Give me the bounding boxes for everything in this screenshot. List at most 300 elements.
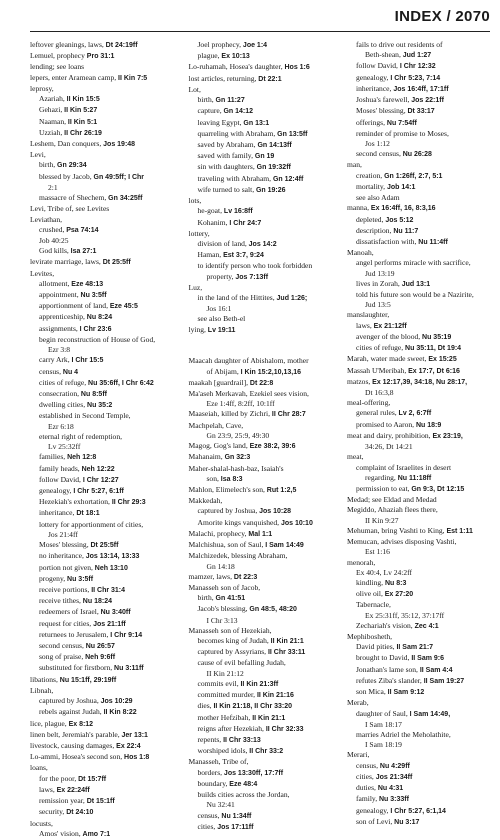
index-subentry — [30, 128, 178, 139]
entry-text: description, — [356, 225, 392, 235]
entry-text: redeemers of Israel, — [39, 607, 99, 617]
entry-text: promised to Aaron, — [356, 419, 415, 429]
entry-text: Moses' blessing, — [39, 540, 89, 550]
scripture-reference: Nu 1:34ff — [221, 812, 252, 820]
scripture-reference: Ex 17:7, Dt 6:16 — [408, 367, 460, 375]
scripture-reference: II Chr 31:4 — [91, 586, 126, 594]
scripture-reference: Dt 25:5ff — [102, 259, 131, 267]
entry-text: complaint of Israelites in desert — [356, 462, 452, 472]
entry-text: begin reconstruction of House of God, — [39, 334, 156, 344]
scripture-reference: Dt 33:17 — [407, 108, 435, 116]
index-entry — [189, 74, 337, 85]
entry-text: lottery, — [188, 228, 210, 238]
scripture-reference: II Chr 28:7 — [271, 411, 306, 419]
entry-text: permission to eat, — [356, 483, 410, 493]
index-entry — [347, 310, 495, 320]
index-entry — [189, 757, 337, 767]
index-subentry — [347, 665, 495, 676]
scripture-reference: Dt 18:1 — [76, 510, 100, 518]
entry-text: Malchishua, son of Saul, — [188, 540, 264, 550]
entry-text: sin with daughters, — [197, 162, 255, 172]
index-column-2 — [188, 40, 337, 831]
scripture-reference: Dt 24:19ff — [105, 42, 138, 49]
index-entry — [30, 204, 178, 214]
index-entry — [30, 257, 178, 268]
entry-text: birth, — [197, 593, 214, 603]
index-subentry — [189, 51, 337, 62]
index-subentry — [347, 484, 495, 495]
entry-text: leftover gleanings, laws, — [30, 40, 104, 49]
index-subentry — [347, 589, 495, 600]
index-subentry — [347, 290, 495, 300]
entry-text: brought to David, — [356, 653, 410, 663]
index-entry — [347, 431, 495, 442]
index-entry — [189, 485, 337, 496]
index-entry — [30, 269, 178, 279]
index-subentry — [347, 642, 495, 653]
index-column-3 — [347, 40, 495, 826]
entry-text: Marah, water made sweet, — [347, 354, 427, 364]
scripture-reference: Dt 22:3 — [233, 573, 258, 581]
entry-text: lice, plague, — [30, 718, 67, 728]
index-subentry — [347, 129, 495, 139]
entry-text: Jud 13:5 — [365, 300, 391, 310]
entry-text: rebels against Judah, — [39, 707, 102, 717]
index-subentry — [189, 506, 337, 517]
index-subentry — [347, 171, 495, 182]
scripture-reference: Nu 35:19 — [422, 333, 452, 341]
index-subentry — [189, 746, 337, 757]
entry-text: lying, — [188, 324, 206, 334]
scripture-reference: Nu 8:5ff — [80, 391, 107, 398]
index-subentry — [30, 520, 178, 530]
scripture-reference: Nu 3:11ff — [114, 665, 144, 673]
index-subentry — [30, 486, 178, 497]
scripture-reference: Neh 12:8 — [67, 454, 97, 462]
index-entry — [189, 409, 337, 420]
index-subentry — [189, 218, 337, 229]
entry-text: Makkedah, — [188, 496, 223, 506]
scripture-reference: Ex 27:20 — [384, 591, 414, 599]
entry-text: regarding, — [365, 472, 396, 482]
index-entry — [189, 496, 337, 506]
entry-text: see also Adam — [356, 193, 400, 203]
index-subentry — [30, 193, 178, 204]
entry-text: mother Hefzibah, — [197, 712, 251, 722]
index-subentry — [30, 464, 178, 475]
index-columns — [30, 40, 495, 838]
entry-text: allotment, — [39, 278, 70, 288]
index-entry — [347, 495, 495, 505]
index-subentry — [30, 378, 178, 389]
entry-text: saved by Abraham, — [197, 139, 256, 149]
index-entry — [189, 229, 337, 239]
entry-text: Manasseh son of Jacob, — [188, 582, 261, 592]
entry-text: Mahlon, Elimelech's son, — [188, 484, 265, 494]
index-entry — [347, 377, 495, 388]
scripture-reference: Jos 21:34ff — [375, 773, 413, 781]
index-subentry — [347, 794, 495, 805]
index-entry — [189, 378, 337, 389]
index-entry — [30, 675, 178, 686]
entry-text: blessed by Jacob, — [39, 171, 92, 181]
scripture-reference: Eze 48:4 — [229, 780, 258, 788]
index-subentry — [347, 388, 495, 398]
scripture-reference: Pro 31:1 — [86, 53, 115, 61]
index-subentry — [189, 701, 337, 712]
index-entry — [347, 750, 495, 760]
entry-text: boundary, — [197, 778, 228, 788]
scripture-reference: Nu 35:11, Dt 19:4 — [405, 345, 462, 353]
entry-text: no inheritance, — [39, 551, 84, 561]
entry-text: song of praise, — [39, 652, 84, 662]
entry-text: mortality, — [356, 181, 386, 191]
index-subentry — [347, 568, 495, 578]
index-subentry — [189, 239, 337, 250]
scripture-reference: Gn 13:1 — [243, 119, 270, 127]
entry-text: lives in Zorah, — [356, 278, 400, 288]
index-subentry — [189, 129, 337, 140]
entry-text: cities, — [197, 821, 216, 831]
entry-text: captured by Joshua, — [39, 696, 99, 706]
scripture-reference: I Kin 15:2,10,13,16 — [240, 368, 301, 376]
index-subentry — [30, 290, 178, 301]
index-subentry — [30, 355, 178, 366]
scripture-reference: I Chr 23:6 — [79, 325, 112, 333]
entry-text: Malchizedek, blessing Abraham, — [188, 551, 288, 561]
entry-text: Libnah, — [30, 685, 54, 695]
index-subentry — [30, 225, 178, 236]
index-subentry — [30, 442, 178, 452]
index-subentry — [30, 246, 178, 257]
entry-text: fails to drive out residents of — [356, 40, 443, 49]
index-entry — [189, 62, 337, 73]
index-subentry — [347, 516, 495, 526]
entry-text: repents, — [197, 735, 222, 744]
header-rule — [30, 31, 490, 32]
scripture-reference: I Chr 12:32 — [399, 63, 436, 71]
entry-text: Medad; see Eldad and Medad — [347, 495, 437, 505]
index-entry — [30, 51, 178, 62]
entry-text: David pities, — [356, 642, 395, 652]
entry-text: second census, — [356, 149, 401, 159]
index-subentry — [30, 641, 178, 652]
index-subentry — [347, 761, 495, 772]
entry-text: Nu 32:41 — [206, 800, 235, 810]
scripture-reference: Gn 19 — [254, 153, 275, 161]
index-entry — [347, 537, 495, 547]
entry-text: Levi, Tribe of, see Levites — [30, 204, 110, 214]
index-subentry — [347, 806, 495, 817]
entry-text: division of land, — [197, 238, 247, 248]
index-subentry — [189, 118, 337, 129]
entry-text: I Chr 3:13 — [206, 615, 238, 625]
index-subentry — [347, 473, 495, 484]
index-subentry — [347, 442, 495, 452]
scripture-reference: Mal 1:1 — [248, 530, 273, 538]
index-subentry — [189, 647, 337, 658]
index-entry — [347, 398, 495, 408]
index-subentry — [30, 94, 178, 105]
index-entry — [189, 421, 337, 431]
index-subentry — [347, 269, 495, 279]
entry-text: Leviathan, — [30, 214, 63, 224]
scripture-reference: Nu 15:1ff, 29:19ff — [59, 676, 117, 684]
index-entry — [30, 741, 178, 752]
scripture-reference: Gn 14:12 — [223, 108, 254, 116]
entry-text: Jud 13:19 — [365, 268, 395, 278]
index-subentry — [30, 630, 178, 641]
entry-text: lepers, enter Aramean camp, — [30, 72, 117, 82]
index-subentry — [30, 160, 178, 171]
index-entry — [30, 763, 178, 773]
scripture-reference: Nu 3:17 — [394, 818, 420, 826]
scripture-reference: Gn 19:26 — [255, 186, 286, 194]
entry-text: property, — [206, 271, 234, 281]
entry-text: cities of refuge, — [356, 343, 404, 353]
scripture-reference: I Chr 6:42 — [121, 379, 154, 387]
entry-text: captured by Joshua, — [197, 506, 258, 516]
scripture-reference: Eze 48:13 — [71, 280, 104, 288]
scripture-reference: Gn 14:13ff — [257, 141, 292, 149]
entry-text: II Kin 21:12 — [206, 668, 244, 678]
scripture-reference: Jos 10:29 — [100, 698, 133, 706]
index-subentry — [30, 345, 178, 355]
index-subentry — [189, 314, 337, 324]
entry-text: Lv 25:32ff — [48, 442, 81, 452]
entry-text: cities of refuge, — [39, 377, 87, 387]
entry-text: leprosy, — [30, 83, 54, 93]
entry-text: leaving Egypt, — [197, 117, 242, 127]
entry-text: Merab, — [347, 698, 369, 708]
entry-text: Tabernacle, — [356, 600, 391, 610]
scripture-reference: II Kin 21:1 — [252, 714, 286, 722]
index-subentry — [189, 95, 337, 106]
index-entry — [30, 215, 178, 225]
scripture-reference: Joe 1:4 — [242, 42, 268, 49]
index-subentry — [30, 607, 178, 618]
index-subentry — [347, 740, 495, 750]
entry-text: worshiped idols, — [197, 746, 248, 756]
index-subentry — [347, 279, 495, 290]
index-subentry — [30, 172, 178, 183]
entry-text: Job 40:25 — [39, 235, 69, 245]
scripture-reference: Nu 11:18ff — [397, 474, 432, 482]
index-entry — [30, 150, 178, 160]
entry-text: lottery for apportionment of cities, — [39, 519, 144, 529]
entry-text: census, — [197, 810, 220, 820]
index-subentry — [30, 324, 178, 335]
entry-text: genealogy, — [356, 805, 389, 815]
entry-text: Mehuman, bring Vashti to King, — [347, 525, 445, 535]
entry-text: livestock, causing damages, — [30, 741, 115, 750]
index-entry — [347, 452, 495, 462]
index-subentry — [30, 785, 178, 796]
index-entry — [30, 62, 178, 72]
entry-text: reminder of promise to Moses, — [356, 128, 449, 138]
index-subentry — [30, 829, 178, 840]
index-subentry — [347, 463, 495, 473]
index-subentry — [30, 551, 178, 562]
entry-text: receive tithes, — [39, 596, 81, 606]
index-entry — [30, 719, 178, 730]
index-subentry — [189, 713, 337, 724]
scripture-reference: Jos 13:14, 13:33 — [85, 553, 140, 561]
index-subentry — [347, 226, 495, 237]
scripture-reference: Gn 9:3, Dt 12:15 — [411, 485, 465, 493]
entry-text: family, — [356, 794, 378, 804]
entry-text: Zechariah's vision, — [356, 620, 413, 630]
entry-text: told his future son would be a Nazirite, — [356, 290, 474, 300]
entry-text: becomes king of Judah, — [197, 636, 269, 646]
index-subentry — [30, 596, 178, 607]
scripture-reference: Jos 19:48 — [103, 140, 136, 148]
entry-text: committed murder, — [197, 690, 256, 700]
entry-text: 34:26, Dt 14:21 — [365, 442, 413, 452]
index-subentry — [347, 182, 495, 193]
scripture-reference: Hos 1:6 — [284, 64, 310, 72]
scripture-reference: Hos 1:8 — [124, 754, 150, 762]
entry-text: remission year, — [39, 796, 85, 806]
index-subentry — [30, 301, 178, 312]
entry-text: capture, — [197, 106, 222, 116]
entry-text: carry Ark, — [39, 355, 70, 365]
entry-text: crushed, — [39, 224, 65, 234]
scripture-reference: Job 14:1 — [386, 183, 416, 191]
entry-text: Est 1:16 — [365, 547, 390, 557]
index-subentry — [189, 174, 337, 185]
index-subentry — [347, 106, 495, 117]
index-entry — [30, 730, 178, 741]
scripture-reference: Lv 2, 6:7ff — [398, 410, 432, 418]
index-subentry — [189, 474, 337, 485]
index-subentry — [189, 690, 337, 701]
index-subentry — [189, 250, 337, 261]
index-entry — [189, 540, 337, 551]
index-subentry — [30, 497, 178, 508]
scripture-reference: Lv 16:8ff — [223, 208, 253, 216]
entry-text: Machpelah, Cave, — [188, 420, 244, 430]
entry-text: in the land of the Hittites, — [197, 293, 275, 303]
page-title: INDEX / 2070 — [394, 8, 490, 25]
entry-text: Gn 23:9, 25:9, 49:30 — [206, 430, 270, 440]
entry-text: depleted, — [356, 214, 384, 224]
entry-text: Hezekiah's exhortation, — [39, 497, 110, 507]
index-subentry — [189, 261, 337, 271]
entry-text: Moses' blessing, — [356, 106, 406, 116]
scripture-reference: Jos 7:13ff — [235, 273, 269, 281]
index-subentry — [30, 432, 178, 442]
index-column-1 — [30, 40, 178, 838]
entry-text: Jos 21:4ff — [48, 529, 78, 539]
scripture-reference: Ex 8:12 — [68, 720, 94, 728]
scripture-reference: Ex 16:4ff, 16, 8:3,16 — [370, 205, 436, 213]
entry-text: mamzer, laws, — [188, 571, 232, 581]
index-subentry — [189, 206, 337, 217]
entry-text: Leshem, Dan conquers, — [30, 138, 102, 148]
entry-text: Maher-shalal-hash-baz, Isaiah's — [188, 463, 284, 473]
index-subentry — [30, 279, 178, 290]
index-subentry — [30, 530, 178, 540]
scripture-reference: Nu 3:5ff — [80, 292, 107, 300]
index-subentry — [189, 735, 337, 746]
scripture-reference: II Chr 33:13 — [223, 737, 261, 744]
scripture-reference: Jos 10:28 — [259, 508, 292, 516]
index-subentry — [30, 707, 178, 718]
entry-text: Haman, — [197, 250, 222, 260]
entry-text: Massah U'Meribah, — [347, 365, 407, 375]
scripture-reference: Nu 4:29ff — [379, 762, 410, 770]
index-subentry — [347, 547, 495, 557]
scripture-reference: Dt 22:8 — [249, 379, 274, 387]
entry-text: see also Beth-el — [197, 314, 246, 324]
entry-text: lending; see loans — [30, 62, 85, 72]
scripture-reference: Nu 4:31 — [377, 785, 404, 793]
entry-text: Amos' vision, — [39, 828, 81, 838]
index-subentry — [189, 518, 337, 529]
scripture-reference: I Chr 24:7 — [229, 219, 262, 227]
entry-text: Azariah, — [39, 94, 65, 104]
index-subentry — [30, 411, 178, 421]
scripture-reference: I Chr 9:14 — [110, 631, 143, 639]
entry-text: Jacob's blessing, — [197, 604, 248, 614]
scripture-reference: Est 3:7, 9:24 — [223, 252, 264, 260]
index-subentry — [189, 140, 337, 151]
index-entry — [347, 526, 495, 537]
entry-text: meat and dairy, prohibition, — [347, 430, 431, 440]
index-subentry — [189, 658, 337, 668]
scripture-reference: Ex 10:13 — [221, 53, 250, 61]
entry-text: I Sam 18:19 — [365, 740, 402, 750]
scripture-reference: Jos 14:2 — [248, 240, 277, 248]
scripture-reference: Nu 11:7 — [393, 227, 419, 235]
index-subentry — [189, 162, 337, 173]
entry-text: Ex 25:31ff, 35:12, 37:17ff — [365, 610, 445, 620]
scripture-reference: II Sam 19:27 — [423, 677, 465, 685]
entry-text: consecration, — [39, 389, 80, 398]
index-subentry — [347, 611, 495, 621]
entry-text: refutes Ziba's slander, — [356, 675, 422, 685]
entry-text: II Kin 9:27 — [365, 515, 399, 525]
entry-text: Levi, — [30, 150, 46, 160]
entry-text: Merari, — [347, 750, 370, 760]
scripture-reference: I Chr 5:27, 6:1,14 — [390, 807, 446, 815]
index-subentry — [189, 272, 337, 283]
entry-text: portion not given, — [39, 562, 93, 572]
entry-text: wife turned to salt, — [197, 184, 255, 194]
scripture-reference: Gn 29:34 — [57, 162, 87, 170]
scripture-reference: Nu 35:6ff, — [88, 379, 120, 387]
scripture-reference: Nu 11:4ff — [418, 238, 448, 246]
index-subentry — [189, 604, 337, 615]
entry-text: Jos 1:12 — [365, 138, 390, 148]
spacer — [189, 346, 337, 356]
entry-text: genealogy, — [356, 72, 389, 82]
entry-text: avenger of the blood, — [356, 331, 421, 341]
entry-text: established in Second Temple, — [39, 411, 131, 421]
index-subentry — [30, 540, 178, 551]
entry-text: second census, — [39, 641, 84, 651]
scripture-reference: Zec 4:1 — [414, 622, 439, 630]
entry-text: Naaman, — [39, 116, 67, 126]
index-subentry — [347, 420, 495, 431]
entry-text: for the poor, — [39, 773, 77, 783]
entry-text: census, — [356, 760, 379, 770]
entry-text: Ezr 3:8 — [48, 345, 71, 355]
index-subentry — [347, 73, 495, 84]
scripture-reference: II Chr 33:2 — [249, 748, 284, 756]
scripture-reference: I Chr 5:23, 7:14 — [390, 74, 441, 82]
